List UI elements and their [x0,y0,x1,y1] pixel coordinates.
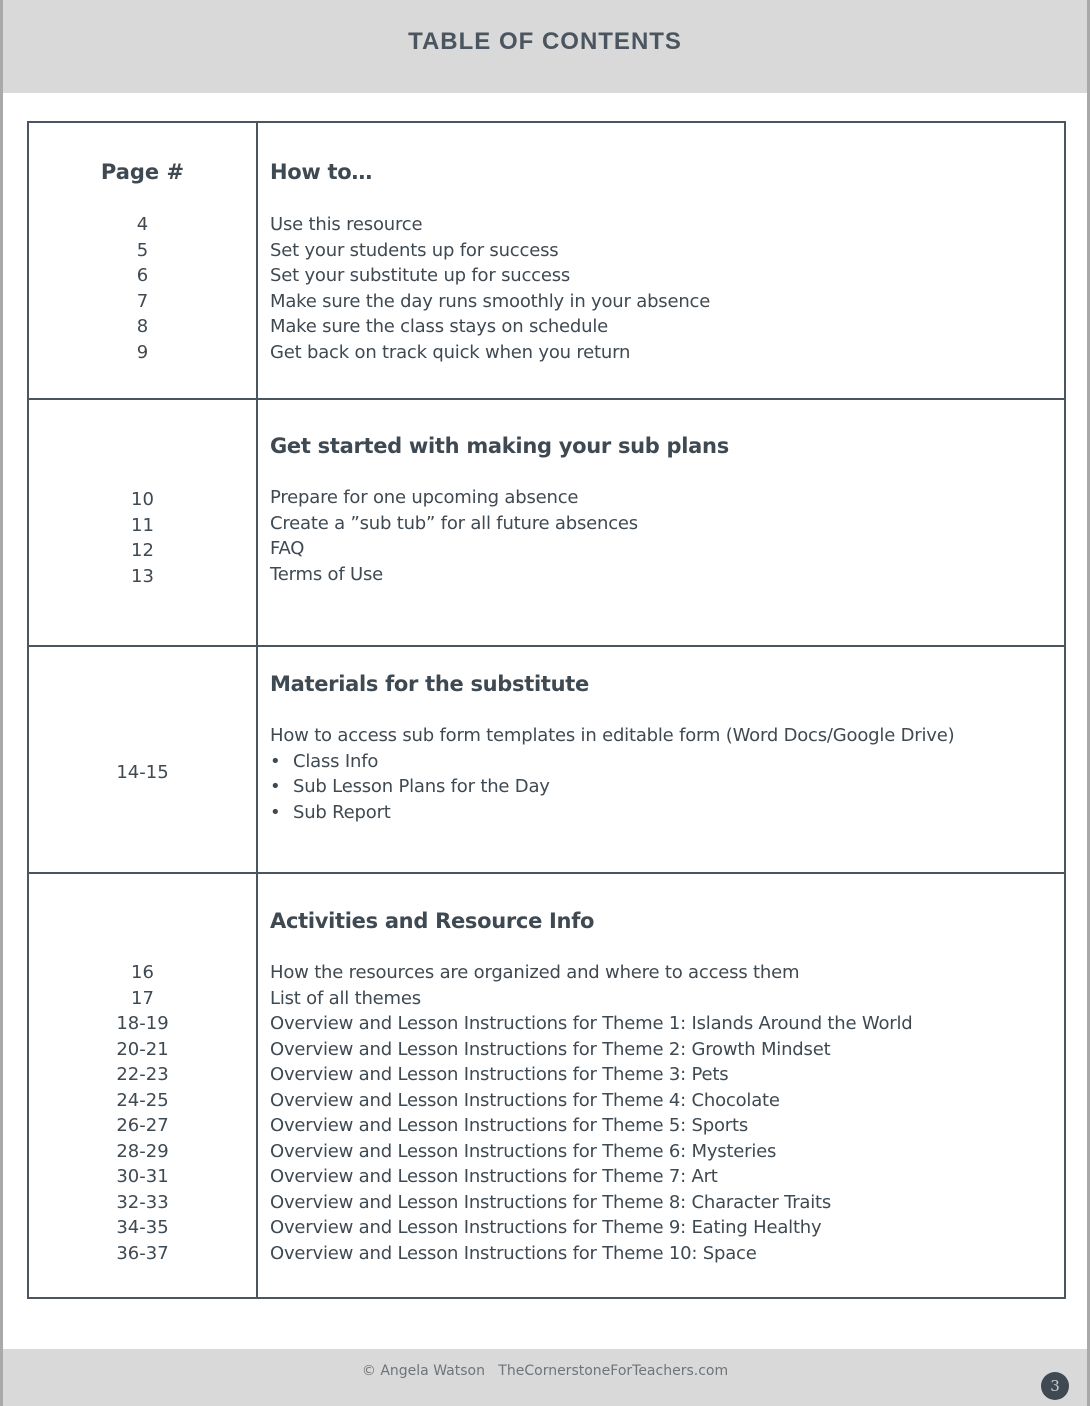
toc-entry: Overview and Lesson Instructions for Theme 2: Growth Mindset [270,1038,831,1060]
description-column [257,399,1065,646]
toc-entry: Create a ”sub tub” for all future absences [270,512,638,534]
page-number: 22-23 [116,1064,169,1085]
page-number: 11 [131,514,154,536]
toc-entry: Make sure the day runs smoothly in your absence [270,290,711,312]
toc-entry: Overview and Lesson Instructions for Theme 1: Islands Around the World [270,1013,913,1034]
toc-entry: Get back on track quick when you return [270,341,631,363]
page-number: 17 [131,987,154,1009]
page-number: 5 [136,239,149,261]
footer-credit: © Angela Watson TheCornerstoneForTeachers.com [361,1363,729,1379]
toc-entry: Overview and Lesson Instructions for Theme 8: Character Traits [270,1191,832,1213]
toc-section-activities [28,873,1065,1298]
toc-entry: How the resources are organized and where to access them [270,962,800,983]
toc-entry: Overview and Lesson Instructions for Theme 7: Art [270,1166,718,1187]
bullet-marker: • [270,776,281,797]
toc-entry: Overview and Lesson Instructions for Theme 5: Sports [270,1115,748,1136]
toc-section-materials [28,646,1065,873]
bullet-marker: • [270,801,281,823]
bullet-entry [270,749,1064,775]
page-number: 36-37 [116,1242,169,1264]
page-number: 10 [131,489,154,510]
page-number: 32-33 [116,1191,169,1213]
page-number: 30-31 [116,1166,169,1187]
section-title: Get started with making your sub plans [270,434,729,458]
page-number: 9 [136,341,149,363]
page-number-badge: 3 [1041,1372,1069,1400]
description-column [257,873,1065,1298]
page-number: 20-21 [116,1038,169,1060]
page-column [28,399,257,646]
bullet-text: Sub Report [293,801,391,823]
toc-entry: Overview and Lesson Instructions for Theme 6: Mysteries [270,1140,777,1162]
toc-entry: Overview and Lesson Instructions for Theme 3: Pets [270,1064,729,1085]
section-title: How to… [270,160,373,184]
page-number: 8 [136,316,149,337]
header-band [3,0,1087,93]
page-number: 13 [131,565,154,587]
toc-entry: FAQ [270,538,305,559]
toc-table [27,121,1066,1299]
toc-entry: Use this resource [270,214,423,235]
page-column [28,646,257,873]
section-title: Activities and Resource Info [270,909,595,933]
toc-entry: Overview and Lesson Instructions for Theme 10: Space [270,1242,757,1264]
page-number: 7 [136,290,149,312]
bullet-text: Sub Lesson Plans for the Day [293,776,550,797]
footer-band [3,1349,1087,1406]
page-number: 4 [136,214,149,235]
page-number: 34-35 [116,1217,169,1238]
toc-entry: Overview and Lesson Instructions for Theme 4: Chocolate [270,1089,780,1111]
description-column [257,122,1065,399]
page-number: 26-27 [116,1115,169,1136]
bullet-entry [270,774,1064,800]
description-column [257,646,1065,873]
toc-section-get-started [28,399,1065,646]
toc-entry: Overview and Lesson Instructions for Theme 9: Eating Healthy [270,1217,822,1238]
bullet-marker: • [270,750,281,772]
page-number: 28-29 [116,1140,169,1162]
page-number: 24-25 [116,1089,169,1111]
page-number: 14-15 [116,762,169,783]
section-title: Materials for the substitute [270,672,589,696]
toc-entry: How to access sub form templates in editable form (Word Docs/Google Drive) [270,725,955,746]
toc-entry: Prepare for one upcoming absence [270,487,579,508]
page-column [28,873,257,1298]
page-column-heading: Page # [100,160,185,184]
toc-entry: Set your substitute up for success [270,265,571,286]
page-number: 18-19 [116,1013,169,1034]
toc-entry: Set your students up for success [270,239,559,261]
toc-entry: List of all themes [270,987,421,1009]
page-number: 12 [131,540,154,561]
page-number: 6 [136,265,149,286]
toc-entry: Terms of Use [270,563,384,585]
page-title: TABLE OF CONTENTS [408,27,682,55]
bullet-entry [270,800,1064,826]
toc-section-how-to [28,122,1065,399]
page-number: 16 [131,962,154,983]
toc-entry: Make sure the class stays on schedule [270,316,609,337]
bullet-text: Class Info [293,750,379,772]
page-column [28,122,257,399]
